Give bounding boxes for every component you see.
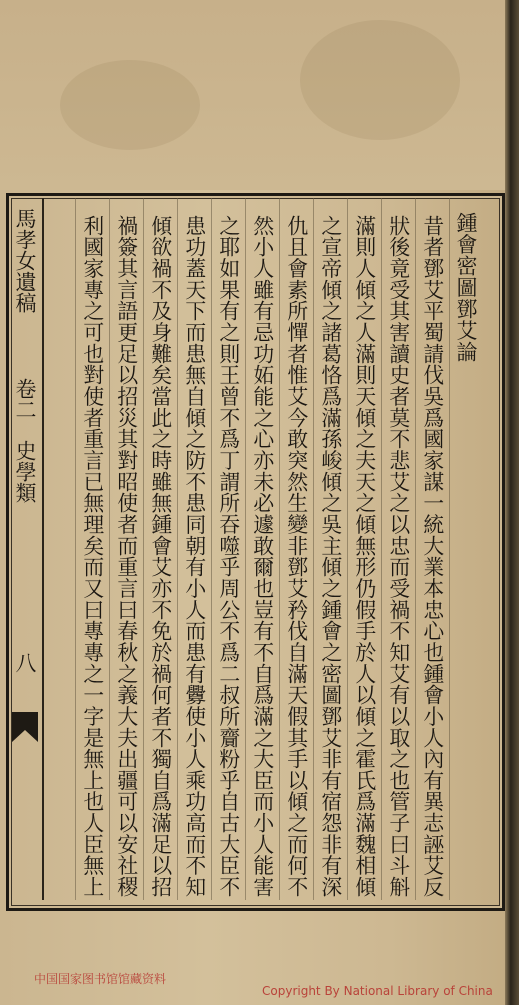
copyright-watermark: Copyright By National Library of China [262, 984, 493, 998]
text-column-11: 利國家專之可也對使者重言已無理矣而又曰專專之一字是無上也人臣無上 [79, 215, 104, 898]
column-rule [347, 198, 348, 900]
volume-label: 卷二 [13, 378, 37, 420]
column-rule [75, 198, 76, 900]
column-rule [415, 198, 416, 900]
column-rule [245, 198, 246, 900]
text-column-2: 狀後竟受其害讀史者莫不悲艾之以忠而受禍不知艾有以取之也管子曰斗斛 [385, 215, 410, 898]
column-rule [279, 198, 280, 900]
column-rule [313, 198, 314, 900]
paper-stain [300, 20, 460, 140]
book-title: 馬孝女遺稿 [13, 208, 37, 313]
column-rule [449, 198, 450, 900]
column-rule [211, 198, 212, 900]
column-rule [381, 198, 382, 900]
paper-stain [60, 60, 200, 150]
text-column-9: 傾欲禍不及身難矣當此之時雖無鍾會艾亦不免於禍何者不獨自爲滿足以招 [147, 215, 172, 898]
text-column-7: 之耶如果有之則王曾不爲丁謂所吞噬乎周公不爲二叔所齎粉乎自古大臣不 [215, 215, 240, 898]
text-column-6: 然小人雖有忌功妬能之心亦未必遽敢爾也豈有不自爲滿之大臣而小人能害 [249, 215, 274, 898]
text-column-1: 昔者鄧艾平蜀請伐吳爲國家謀一統大業本忠心也鍾會小人內有異志誣艾反 [419, 215, 444, 898]
library-watermark: 中国国家图书馆馆藏资料 [34, 972, 167, 986]
section-label: 史學類 [13, 440, 37, 503]
page-number: 八 [13, 652, 37, 673]
text-column-3: 滿則人傾之人滿則天傾之夫天之傾無形仍假手於人以傾之霍氏爲滿魏相傾 [351, 215, 376, 898]
text-column-5: 仇且會素所憚者惟艾今敢突然生變非鄧艾矜伐自滿天假其手以傾之而何不 [283, 215, 308, 898]
text-column-4: 之宣帝傾之諸葛恪爲滿孫峻傾之吳主傾之鍾會之密圖鄧艾非有宿怨非有深 [317, 215, 342, 898]
column-rule [109, 198, 110, 900]
binding-fold [505, 0, 519, 1005]
column-rule [177, 198, 178, 900]
text-column-10: 禍簽其言語更足以招災其對昭使者而重言曰春秋之義大夫出疆可以安社稷 [113, 215, 138, 898]
text-column-8: 患功蓋天下而患無自傾之防不患同朝有小人而患有釁使小人乘功高而不知 [181, 215, 206, 898]
column-rule [143, 198, 144, 900]
essay-title: 鍾會密圖鄧艾論 [454, 212, 478, 363]
